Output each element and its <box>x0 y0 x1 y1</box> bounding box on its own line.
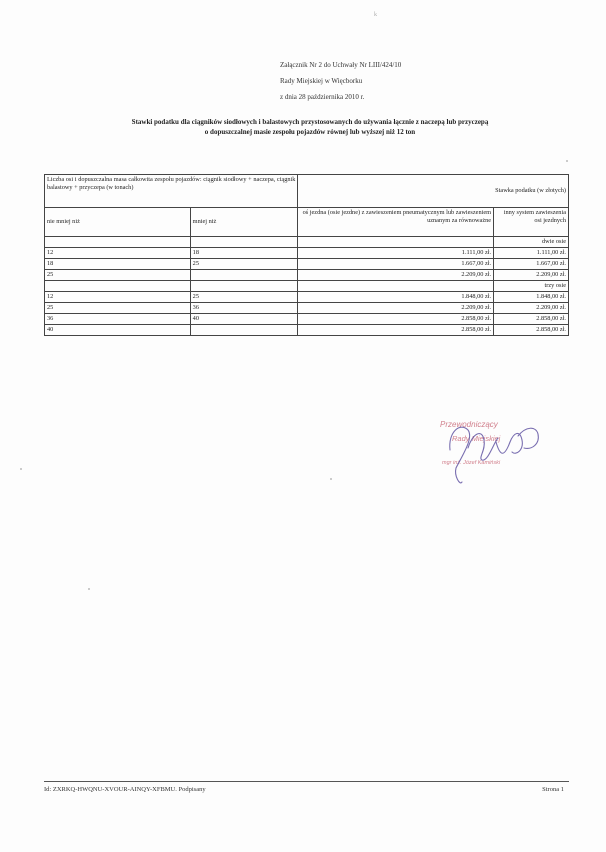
cell-pneumatic: 2.858,00 zł. <box>298 314 494 325</box>
table-subheader-row <box>45 208 569 237</box>
tax-rate-table <box>44 174 569 336</box>
cell-pneumatic: 2.209,00 zł. <box>298 303 494 314</box>
header-line-1: Załącznik Nr 2 do Uchwały Nr LIII/424/10 <box>280 61 402 69</box>
header-line-2: Rady Miejskiej w Więcborku <box>280 77 363 85</box>
cell-pneumatic: 1.667,00 zł. <box>298 259 494 270</box>
stamp-line-2: Rady Miejskiej <box>452 434 501 443</box>
table-row <box>45 270 569 281</box>
cell-other: 2.209,00 zł. <box>494 270 569 281</box>
cell-other: 1.667,00 zł. <box>494 259 569 270</box>
cell-max <box>190 325 298 336</box>
cell-other: 2.209,00 zł. <box>494 303 569 314</box>
cell-pneumatic: 2.858,00 zł. <box>298 325 494 336</box>
table-row <box>45 259 569 270</box>
stamp-line-1: Przewodniczący <box>440 420 498 429</box>
cell-max: 40 <box>190 314 298 325</box>
handwritten-signature-icon <box>438 412 548 492</box>
cell-max: 25 <box>190 259 298 270</box>
page-mark: k <box>374 12 377 18</box>
chairman-stamp-signature <box>438 412 548 492</box>
title-line-2: o dopuszczalnej masie zespołu pojazdów równej lub wyższej niż 12 ton <box>204 128 416 136</box>
header-axles-mass: Liczba osi i dopuszczalna masa całkowita zespołu pojazdów: ciągnik siodłowy + naczepa, ciągnik balastowy + przyczepa (w tonach) <box>45 175 298 208</box>
group-label: dwie osie <box>494 237 569 248</box>
group-label: trzy osie <box>494 281 569 292</box>
cell-min: 40 <box>45 325 191 336</box>
scan-speck <box>566 160 568 162</box>
cell-pneumatic: 2.209,00 zł. <box>298 270 494 281</box>
footer-divider <box>44 781 569 782</box>
cell-max <box>190 270 298 281</box>
cell-other: 1.848,00 zł. <box>494 292 569 303</box>
col-pneumatic-suspension: oś jezdna (osie jezdne) z zawieszeniem pneumatycznym lub zawieszeniem uznanym za równoważne <box>298 208 494 237</box>
document-id: Id: ZXRKQ-HWQNU-XVOUR-AINQY-XFBMU. Podpisany <box>44 786 206 793</box>
cell-pneumatic: 1.848,00 zł. <box>298 292 494 303</box>
cell-min: 12 <box>45 248 191 259</box>
table-row <box>45 248 569 259</box>
cell-max: 18 <box>190 248 298 259</box>
table-row <box>45 292 569 303</box>
table-row <box>45 325 569 336</box>
scan-speck <box>88 588 90 590</box>
header-tax-rate: Stawka podatku (w złotych) <box>298 175 569 208</box>
cell-min: 25 <box>45 270 191 281</box>
title-line-1: Stawki podatku dla ciągników siodłowych i balastowych przystosowanych do używania łącznie z naczepą lub przyczepą <box>131 118 489 126</box>
cell-min: 18 <box>45 259 191 270</box>
cell-min: 25 <box>45 303 191 314</box>
document-title <box>60 117 560 137</box>
cell-other: 1.111,00 zł. <box>494 248 569 259</box>
cell-max: 25 <box>190 292 298 303</box>
table-row <box>45 314 569 325</box>
table-row <box>45 303 569 314</box>
scan-speck <box>20 468 22 470</box>
cell-min: 36 <box>45 314 191 325</box>
stamp-line-3: mgr inż. Józef Kamiński <box>442 460 501 466</box>
table-header-row <box>45 175 569 208</box>
attachment-header <box>280 57 401 105</box>
page-number: Strona 1 <box>542 786 564 793</box>
cell-other: 2.858,00 zł. <box>494 325 569 336</box>
cell-pneumatic: 1.111,00 zł. <box>298 248 494 259</box>
group-row-three-axles <box>45 281 569 292</box>
cell-min: 12 <box>45 292 191 303</box>
cell-max: 36 <box>190 303 298 314</box>
group-row-two-axles <box>45 237 569 248</box>
scan-speck <box>330 478 332 480</box>
col-not-less-than: nie mniej niż <box>45 208 191 237</box>
col-other-suspension: inny system zawieszenia osi jezdnych <box>494 208 569 237</box>
cell-other: 2.858,00 zł. <box>494 314 569 325</box>
col-less-than: mniej niż <box>190 208 298 237</box>
header-line-3: z dnia 28 października 2010 r. <box>280 93 365 101</box>
